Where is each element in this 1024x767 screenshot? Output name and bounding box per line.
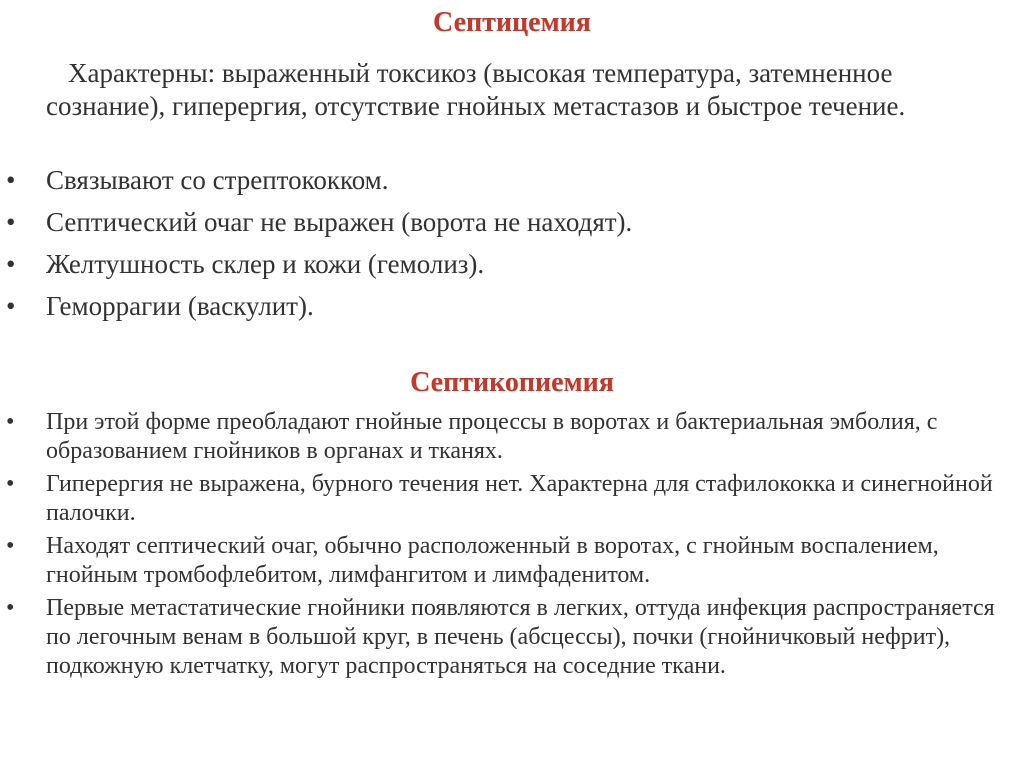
list-item-text: Геморрагии (васкулит). (46, 291, 314, 321)
septicemia-bullet-list (0, 164, 1000, 332)
bullet-icon: • (6, 249, 16, 279)
list-item (0, 248, 1000, 290)
list-item-text: Связывают со стрептококком. (46, 165, 389, 195)
list-item (0, 532, 1010, 590)
heading-septicemia: Септицемия (433, 7, 591, 38)
list-item-text: Находят септический очаг, обычно расположенный в воротах, с гнойным воспалением, гнойным тромбофлебитом, лимфангитом и лимфаденитом. (46, 533, 939, 588)
heading-septicopyemia: Септикопиемия (410, 367, 614, 398)
list-item (0, 470, 1010, 528)
bullet-icon: • (6, 165, 16, 195)
list-item (0, 594, 1010, 681)
list-item-text: При этой форме преобладают гнойные процессы в воротах и бактериальная эмболия, с образованием гнойников в органах и тканях. (46, 409, 938, 464)
list-item (0, 164, 1000, 206)
list-item (0, 408, 1010, 466)
bullet-icon: • (6, 595, 15, 621)
bullet-icon: • (6, 471, 15, 497)
bullet-icon: • (6, 409, 15, 435)
list-item-text: Гиперергия не выражена, бурного течения нет. Характерна для стафилококка и синегнойной палочки. (46, 471, 993, 526)
bullet-icon: • (6, 291, 16, 321)
list-item-text: Септический очаг не выражен (ворота не находят). (46, 207, 633, 237)
list-item (0, 206, 1000, 248)
list-item-text: Желтушность склер и кожи (гемолиз). (46, 249, 485, 279)
septicopyemia-bullet-list (0, 408, 1010, 685)
list-item (0, 290, 1000, 332)
bullet-icon: • (6, 533, 15, 559)
intro-paragraph: Характерны: выраженный токсикоз (высокая температура, затемненное сознание), гиперергия, отсутствие гнойных метастазов и быстрое течение. (46, 58, 906, 121)
bullet-icon: • (6, 207, 16, 237)
list-item-text: Первые метастатические гнойники появляются в легких, оттуда инфекция распространяется по легочным венам в большой круг, в печень (абсцессы), почки (гнойничковый нефрит), подкожную клетчатку, могут распространяться на соседние ткани. (46, 595, 995, 679)
